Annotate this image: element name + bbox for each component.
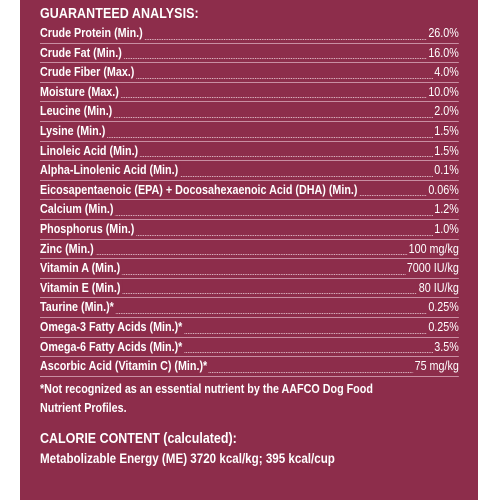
- nutrient-value: 1.5%: [433, 142, 459, 162]
- nutrient-value: 2.0%: [433, 102, 459, 122]
- nutrient-value: 1.0%: [433, 220, 459, 240]
- table-row: [40, 102, 459, 122]
- nutrient-value: 1.5%: [433, 122, 459, 142]
- nutrient-name: Eicosapentaenoic (EPA) + Docosahexaenoic Acid (DHA) (Min.): [40, 181, 359, 201]
- nutrient-name: Crude Fat (Min.): [40, 44, 124, 64]
- table-row: [40, 338, 459, 358]
- nutrient-name: Zinc (Min.): [40, 240, 95, 260]
- nutrient-name: Crude Protein (Min.): [40, 24, 144, 44]
- nutrient-value: 0.25%: [427, 318, 459, 338]
- nutrient-name: Taurine (Min.)*: [40, 298, 116, 318]
- nutrient-value: 26.0%: [427, 24, 459, 44]
- nutrient-name: Vitamin E (Min.): [40, 279, 122, 299]
- nutrient-value: 10.0%: [427, 83, 459, 103]
- table-row: [40, 161, 459, 181]
- table-row: [40, 44, 459, 64]
- nutrient-name: Linoleic Acid (Min.): [40, 142, 140, 162]
- nutrient-name: Leucine (Min.): [40, 102, 114, 122]
- table-row: [40, 83, 459, 103]
- table-row: [40, 357, 459, 377]
- nutrient-value: 16.0%: [427, 44, 459, 64]
- analysis-table: [40, 24, 459, 377]
- table-row: [40, 142, 459, 162]
- table-row: [40, 220, 459, 240]
- table-row: [40, 240, 459, 260]
- nutrient-value: 0.25%: [427, 298, 459, 318]
- nutrient-name: Ascorbic Acid (Vitamin C) (Min.)*: [40, 357, 209, 377]
- table-row: [40, 259, 459, 279]
- nutrient-name: Lysine (Min.): [40, 122, 107, 142]
- calorie-title: CALORIE CONTENT (calculated):: [40, 430, 237, 447]
- table-row: [40, 298, 459, 318]
- nutrient-value: 4.0%: [433, 63, 459, 83]
- nutrient-name: Crude Fiber (Max.): [40, 63, 136, 83]
- table-row: [40, 318, 459, 338]
- nutrient-value: 0.06%: [427, 181, 459, 201]
- nutrient-value: 100 mg/kg: [407, 240, 459, 260]
- nutrient-value: 1.2%: [433, 200, 459, 220]
- table-row: [40, 122, 459, 142]
- calorie-section: [40, 430, 459, 468]
- table-row: [40, 200, 459, 220]
- nutrient-value: 7000 IU/kg: [405, 259, 459, 279]
- nutrient-value: 80 IU/kg: [417, 279, 459, 299]
- nutrient-value: 75 mg/kg: [413, 357, 459, 377]
- nutrient-name: Calcium (Min.): [40, 200, 115, 220]
- table-row: [40, 24, 459, 44]
- row-divider: [40, 376, 459, 377]
- table-row: [40, 279, 459, 299]
- nutrient-value: 0.1%: [433, 161, 459, 181]
- nutrition-label-panel: [20, 0, 478, 500]
- calorie-energy-line: Metabolizable Energy (ME) 3720 kcal/kg; 395 kcal/cup: [40, 450, 335, 466]
- nutrient-name: Moisture (Max.): [40, 83, 121, 103]
- table-row: [40, 63, 459, 83]
- nutrient-name: Alpha-Linolenic Acid (Min.): [40, 161, 180, 181]
- analysis-heading: GUARANTEED ANALYSIS:: [40, 6, 199, 22]
- nutrient-value: 3.5%: [433, 338, 459, 358]
- label-content: [40, 5, 459, 468]
- nutrient-name: Omega-6 Fatty Acids (Min.)*: [40, 338, 184, 358]
- nutrient-name: Phosphorus (Min.): [40, 220, 136, 240]
- nutrient-name: Omega-3 Fatty Acids (Min.)*: [40, 318, 184, 338]
- dot-leader: [40, 254, 459, 255]
- table-row: [40, 181, 459, 201]
- nutrient-name: Vitamin A (Min.): [40, 259, 122, 279]
- analysis-footnote: *Not recognized as an essential nutrient by the AAFCO Dog Food Nutrient Profiles.: [40, 381, 373, 415]
